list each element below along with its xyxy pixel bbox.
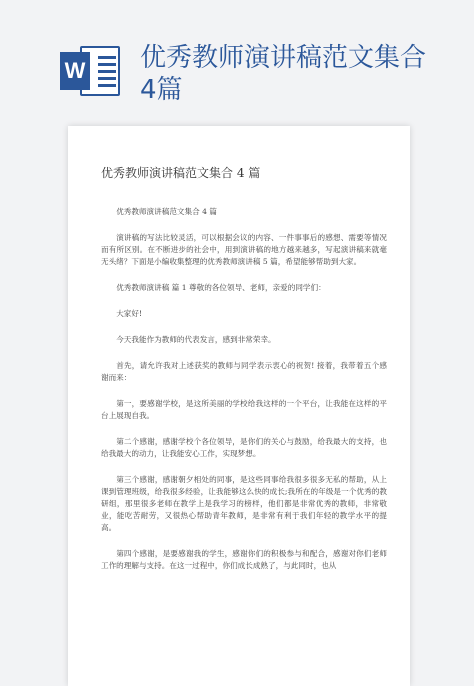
document-body	[101, 206, 387, 586]
word-doc-icon	[60, 44, 122, 100]
paragraph: 优秀教师演讲稿 篇 1 尊敬的各位领导、老师，亲爱的同学们：	[116, 283, 326, 292]
paragraph: 第四个感谢，是要感谢我的学生，感谢你们的积极参与和配合，感谢对你们老师工作的理解与支持。在这一过程中，你们成长成熟了，与此同时，也从	[101, 549, 387, 570]
paragraph: 今天我能作为教师的代表发言，感到非常荣幸。	[116, 335, 276, 344]
paragraph: 优秀教师演讲稿范文集合 4 篇	[116, 207, 217, 216]
word-badge: W	[60, 52, 90, 90]
paragraph: 第一，要感谢学校，是这所美丽的学校给我这样的一个平台，让我能在这样的平台上展现自我。	[101, 399, 387, 420]
page-title: 优秀教师演讲稿范文集合4篇	[140, 43, 427, 105]
paragraph: 大家好!	[116, 309, 143, 318]
paragraph: 第三个感谢，感谢朝夕相处的同事，是这些同事给我很多很多无私的帮助，从上课到管理班级，给我很多经验，让我能够这么快的成长;我所在的年级是一个优秀的教研组，那里很多老师在教学上是我学习的榜样，他们都是非常优秀的教师，非常敬业，能吃苦耐劳，又很热心帮助青年教师，是非常有利于我们年轻的教学水平的提高。	[101, 475, 387, 532]
document-preview	[68, 126, 410, 686]
page-header	[0, 0, 474, 120]
paragraph: 演讲稿的写法比较灵活，可以根据会议的内容、一件事事后的感想、需要等情况而有所区别。在不断进步的社会中，用到演讲稿的地方越来越多，写起演讲稿来就毫无头绪？下面是小编收集整理的优秀教师演讲稿 5 篇，希望能够帮助到大家。	[101, 233, 387, 266]
paragraph: 第二个感谢，感谢学校个各位领导，是你们的关心与鼓励，给我最大的支持，也给我最大的动力，让我能安心工作，实现梦想。	[101, 437, 387, 458]
paragraph: 首先，请允许我对上述获奖的教师与同学表示衷心的祝贺! 接着，我带着五个感谢而来：	[101, 361, 387, 382]
document-title: 优秀教师演讲稿范文集合 4 篇	[101, 166, 261, 180]
